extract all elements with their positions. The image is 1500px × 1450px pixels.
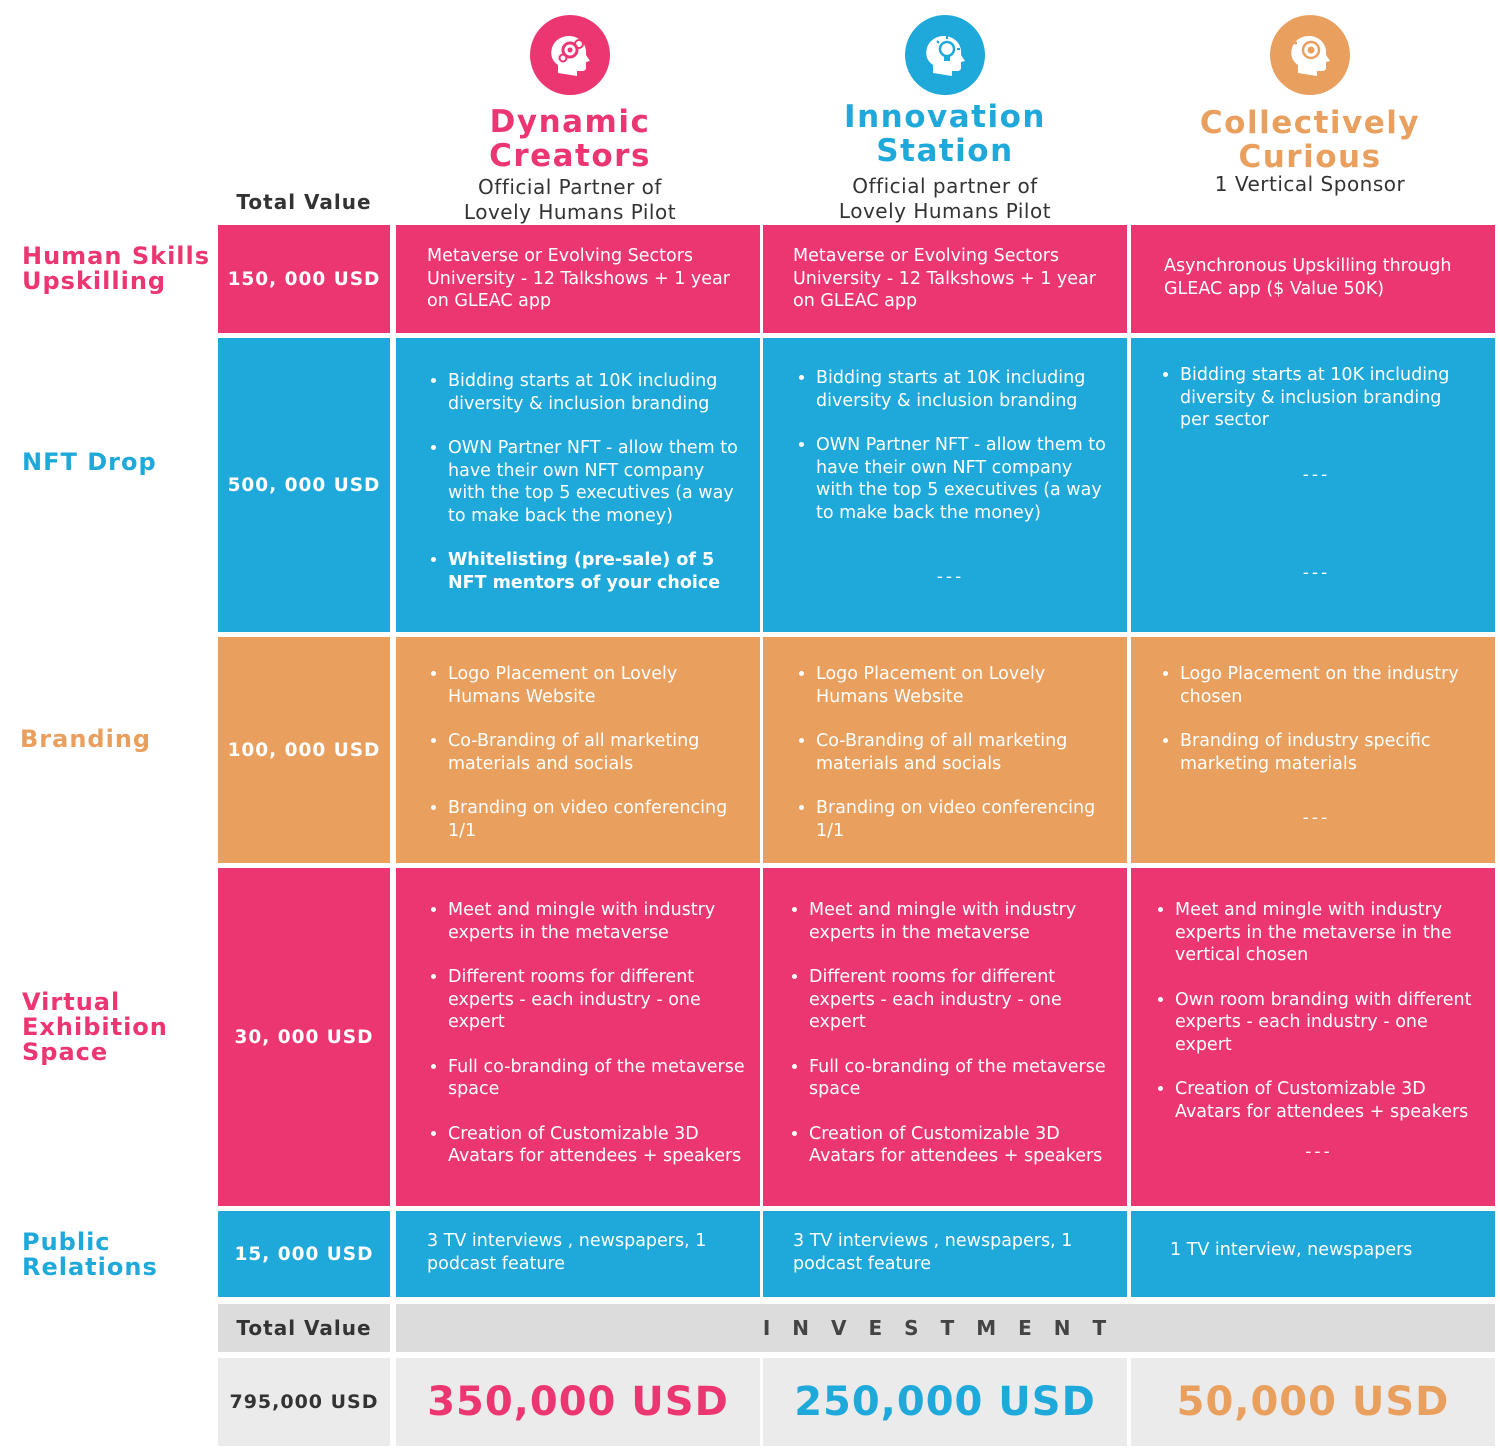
investment-banner: INVESTMENT (396, 1304, 1495, 1352)
cell-text: 3 TV interviews , newspapers, 1 podcast feature (427, 1231, 707, 1274)
list-item: • Co-Branding of all marketing materials and socials (448, 730, 740, 775)
row-value-human-skills: 150, 000 USD (218, 225, 390, 333)
cell-pr-dynamic (396, 1211, 760, 1297)
cell-text: Metaverse or Evolving Sectors University - 12 Talkshows + 1 year on GLEAC app (427, 246, 730, 311)
price-innovation-station: 250,000 USD (763, 1358, 1127, 1446)
list-item: • Meet and mingle with industry experts in the metaverse in the vertical chosen (1175, 899, 1485, 967)
total-amount: 795,000 USD (229, 1391, 379, 1413)
footer-total-value-heading (218, 1304, 390, 1352)
row-label-nft-drop: NFT Drop (22, 448, 157, 476)
column-title-line1: Dynamic (489, 104, 651, 140)
head-target-icon (1270, 15, 1350, 95)
list-item: • OWN Partner NFT - allow them to have their own NFT company with the top 5 executives (a way to make back the money) (448, 437, 740, 527)
list-item: • Full co-branding of the metaverse space (809, 1056, 1117, 1101)
cell-text: Metaverse or Evolving Sectors University - 12 Talkshows + 1 year on GLEAC app (793, 246, 1096, 311)
cell-pr-innovation (763, 1211, 1127, 1297)
list-item: • Bidding starts at 10K including diversity & inclusion branding per sector (1180, 364, 1475, 432)
row-value-virtual-exhibition: 30, 000 USD (218, 868, 390, 1206)
list-item: • Branding on video conferencing 1/1 (816, 797, 1107, 842)
cell-nft-dynamic (396, 338, 760, 632)
list-item: • OWN Partner NFT - allow them to have their own NFT company with the top 5 executives (a way to make back the money) (816, 434, 1107, 524)
row-label-line: Upskilling (22, 267, 167, 295)
row-label-human-skills (22, 244, 212, 294)
row-label-line: Space (22, 1038, 109, 1066)
column-subtitle-line1: Official partner of (852, 174, 1038, 198)
bullet-list (794, 663, 1107, 842)
cell-human-skills-curious (1131, 225, 1495, 333)
cell-branding-curious (1131, 637, 1495, 863)
cell-branding-dynamic (396, 637, 760, 863)
row-label-line: Virtual (22, 988, 121, 1016)
list-item: • Own room branding with different experts - each industry - one expert (1175, 989, 1485, 1057)
bullet-list (426, 663, 740, 842)
row-label-line: Public (22, 1228, 111, 1256)
cell-virtual-innovation (763, 868, 1127, 1206)
cell-human-skills-dynamic (396, 225, 760, 333)
column-title-line1: Innovation (844, 99, 1046, 135)
total-value-label: Total Value (236, 1316, 372, 1340)
row-label-branding: Branding (20, 725, 152, 753)
bullet-list (426, 899, 750, 1168)
bullet-list (1158, 663, 1475, 775)
list-item: • Branding of industry specific marketing materials (1180, 730, 1475, 775)
cell-text: Asynchronous Upskilling through GLEAC app ($ Value 50K) (1164, 256, 1452, 299)
bullet-list (787, 899, 1117, 1168)
column-title-line2: Station (876, 133, 1014, 169)
list-item: • Different rooms for different experts - each industry - one expert (809, 966, 1117, 1034)
column-title-line2: Curious (1238, 139, 1382, 175)
column-header-collectively-curious (1140, 15, 1480, 197)
placeholder-dash: --- (1302, 464, 1331, 485)
head-lightbulb-icon (905, 15, 985, 95)
row-label-line: Human Skills (22, 242, 211, 270)
bullet-list (426, 370, 740, 594)
placeholder-dash: --- (1302, 563, 1331, 583)
cell-pr-curious (1131, 1211, 1495, 1297)
cell-human-skills-innovation (763, 225, 1127, 333)
row-label-virtual-exhibition (22, 990, 212, 1065)
column-subtitle-line1: Official Partner of (478, 175, 662, 199)
cell-nft-curious (1131, 338, 1495, 632)
row-label-line: Exhibition (22, 1013, 168, 1041)
row-value-public-relations: 15, 000 USD (218, 1211, 390, 1297)
row-label-public-relations (22, 1230, 212, 1280)
column-subtitle-line2: Lovely Humans Pilot (838, 199, 1052, 223)
bullet-list (1158, 364, 1475, 432)
list-item: • Branding on video conferencing 1/1 (448, 797, 740, 842)
list-item: • Logo Placement on Lovely Humans Website (816, 663, 1107, 708)
price-dynamic-creators: 350,000 USD (396, 1358, 760, 1446)
list-item: • Meet and mingle with industry experts in the metaverse (809, 899, 1117, 944)
total-value-heading: Total Value (236, 190, 372, 214)
column-title-line1: Collectively (1199, 105, 1421, 141)
cell-nft-innovation (763, 338, 1127, 632)
list-item: • Creation of Customizable 3D Avatars for attendees + speakers (809, 1123, 1117, 1168)
column-subtitle-line1: 1 Vertical Sponsor (1214, 172, 1406, 196)
list-item: • Creation of Customizable 3D Avatars for attendees + speakers (448, 1123, 750, 1168)
row-value-branding: 100, 000 USD (218, 637, 390, 863)
list-item: • Meet and mingle with industry experts in the metaverse (448, 899, 750, 944)
footer-total-value (218, 1358, 390, 1446)
bullet-list (1153, 899, 1485, 1123)
list-item: • Logo Placement on Lovely Humans Website (448, 663, 740, 708)
placeholder-dash: --- (1305, 1142, 1333, 1162)
column-subtitle-line2: Lovely Humans Pilot (463, 200, 677, 224)
list-item: • Logo Placement on the industry chosen (1180, 663, 1475, 708)
list-item: • Whitelisting (pre-sale) of 5 NFT mentors of your choice (448, 549, 740, 594)
cell-virtual-dynamic (396, 868, 760, 1206)
list-item: • Bidding starts at 10K including diversity & inclusion branding (448, 370, 740, 415)
row-label-line: Relations (22, 1253, 158, 1281)
list-item: • Co-Branding of all marketing materials and socials (816, 730, 1107, 775)
column-title-line2: Creators (489, 138, 651, 174)
price-collectively-curious: 50,000 USD (1131, 1358, 1495, 1446)
placeholder-dash: --- (1302, 808, 1331, 828)
head-gears-icon (530, 15, 610, 95)
row-value-nft-drop: 500, 000 USD (218, 338, 390, 632)
cell-text: 1 TV interview, newspapers (1170, 1240, 1413, 1260)
bullet-list (794, 367, 1107, 524)
list-item: • Creation of Customizable 3D Avatars for attendees + speakers (1175, 1078, 1485, 1123)
list-item: • Full co-branding of the metaverse space (448, 1056, 750, 1101)
placeholder-dash: --- (936, 567, 965, 587)
list-item: • Bidding starts at 10K including diversity & inclusion branding (816, 367, 1107, 412)
cell-branding-innovation (763, 637, 1127, 863)
column-header-dynamic-creators (400, 15, 740, 225)
cell-virtual-curious (1131, 868, 1495, 1206)
cell-text: 3 TV interviews , newspapers, 1 podcast feature (793, 1231, 1073, 1274)
list-item: • Different rooms for different experts - each industry - one expert (448, 966, 750, 1034)
column-header-innovation-station (775, 15, 1115, 224)
